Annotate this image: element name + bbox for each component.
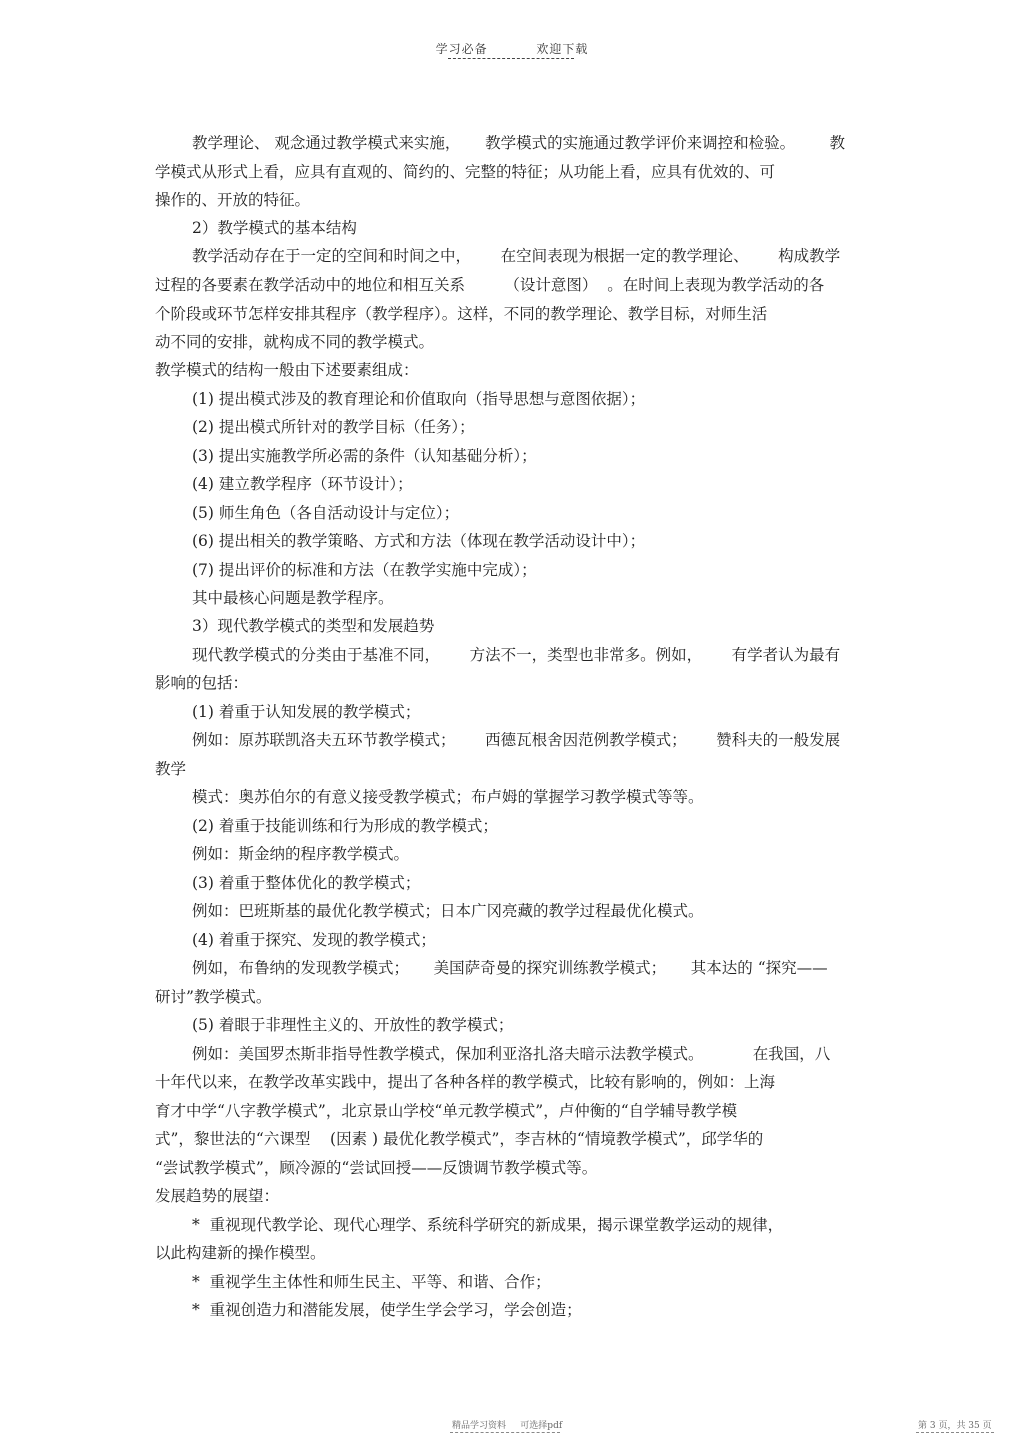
page-header xyxy=(0,40,1024,57)
text-line: (4) 着重于探究、发现的教学模式； xyxy=(192,931,436,949)
text-line: 发展趋势的展望： xyxy=(155,1187,280,1205)
text-line: (1) 提出模式涉及的教育理论和价值取向（指导思想与意图依据）； xyxy=(192,390,646,408)
text-line: 过程的各要素在教学活动中的地位和相互关系 （设计意图） 。在时间上表现为教学活动的各 xyxy=(155,276,825,294)
text-line: 教学模式的结构一般由下述要素组成： xyxy=(155,361,419,379)
text-line: 操作的、开放的特征。 xyxy=(155,191,311,209)
text-line: 育才中学“八字教学模式”，北京景山学校“单元教学模式”，卢仲衡的“自学辅导教学模 xyxy=(155,1102,738,1120)
text-line: (4) 建立教学程序（环节设计）； xyxy=(192,475,413,493)
text-line: (5) 着眼于非理性主义的、开放性的教学模式； xyxy=(192,1016,514,1034)
text-line: * 重视现代教学论、现代心理学、系统科学研究的新成果，揭示课堂教学运动的规律， xyxy=(192,1216,784,1234)
footer-page-number: 第 3 页，共 35 页 xyxy=(918,1421,992,1431)
text-line: 教学活动存在于一定的空间和时间之中， 在空间表现为根据一定的教学理论、 构成教学 xyxy=(192,247,841,265)
text-line: “尝试教学模式”，顾冷源的“尝试回授——反馈调节教学模式等。 xyxy=(155,1159,598,1177)
text-line: * 重视创造力和潜能发展，使学生学会学习，学会创造； xyxy=(192,1301,582,1319)
text-line: (7) 提出评价的标准和方法（在教学实施中完成）； xyxy=(192,561,537,579)
text-line: 其中最核心问题是教学程序。 xyxy=(192,589,394,607)
text-line: 3）现代教学模式的类型和发展趋势 xyxy=(192,617,435,635)
text-line: 例如：斯金纳的程序教学模式。 xyxy=(192,845,410,863)
footer-center-text: 精品学习资料 可选择pdf xyxy=(452,1421,563,1431)
text-line: 式”，黎世法的“六课型 (因素 ) 最优化教学模式”，李吉林的“情境教学模式”，邱学华的 xyxy=(155,1130,764,1148)
footer-divider-right xyxy=(916,1432,994,1433)
text-line: (6) 提出相关的教学策略、方式和方法（体现在教学活动设计中）； xyxy=(192,532,646,550)
text-line: 十年代以来，在教学改革实践中，提出了各种各样的教学模式，比较有影响的，例如：上海 xyxy=(155,1073,776,1091)
header-right-text: 欢迎下载 xyxy=(536,42,589,56)
header-divider xyxy=(448,58,574,59)
text-line: 以此构建新的操作模型。 xyxy=(155,1244,326,1262)
text-line: (3) 着重于整体优化的教学模式； xyxy=(192,874,421,892)
header-left-text: 学习必备 xyxy=(435,42,488,56)
text-line: (3) 提出实施教学所必需的条件（认知基础分析）； xyxy=(192,447,537,465)
text-line: (2) 提出模式所针对的教学目标（任务）； xyxy=(192,418,475,436)
footer-divider-center xyxy=(450,1432,560,1433)
text-line: 个阶段或环节怎样安排其程序（教学程序）。这样，不同的教学理论、教学目标，对师生活 xyxy=(155,305,768,323)
text-line: 学模式从形式上看，应具有直观的、简约的、完整的特征；从功能上看，应具有优效的、可 xyxy=(155,163,776,181)
text-line: 教学 xyxy=(155,760,187,778)
text-line: (2) 着重于技能训练和行为形成的教学模式； xyxy=(192,817,498,835)
text-line: 教学理论、 观念通过教学模式来实施， 教学模式的实施通过教学评价来调控和检验。 教 xyxy=(192,134,846,152)
text-line: 2）教学模式的基本结构 xyxy=(192,219,357,237)
text-line: (1) 着重于认知发展的教学模式； xyxy=(192,703,421,721)
text-line: 例如：美国罗杰斯非指导性教学模式，保加利亚洛扎洛夫暗示法教学模式。 在我国，八 xyxy=(192,1045,831,1063)
text-line: * 重视学生主体性和师生民主、平等、和谐、合作； xyxy=(192,1273,551,1291)
text-line: 现代教学模式的分类由于基准不同， 方法不一，类型也非常多。例如， 有学者认为最有 xyxy=(192,646,841,664)
text-line: 例如：原苏联凯洛夫五环节教学模式； 西德瓦根舍因范例教学模式； 赞科夫的一般发展 xyxy=(192,731,841,749)
text-line: 影响的包括： xyxy=(155,674,249,692)
text-line: 例如：巴班斯基的最优化教学模式；日本广冈亮藏的教学过程最优化模式。 xyxy=(192,902,704,920)
text-line: 例如，布鲁纳的发现教学模式； 美国萨奇曼的探究训练教学模式； 其本达的 “探究—— xyxy=(192,959,828,977)
text-line: 研讨”教学模式。 xyxy=(155,988,272,1006)
text-line: 动不同的安排，就构成不同的教学模式。 xyxy=(155,333,435,351)
text-line: 模式：奥苏伯尔的有意义接受教学模式；布卢姆的掌握学习教学模式等等。 xyxy=(192,788,704,806)
text-line: (5) 师生角色（各自活动设计与定位）； xyxy=(192,504,460,522)
